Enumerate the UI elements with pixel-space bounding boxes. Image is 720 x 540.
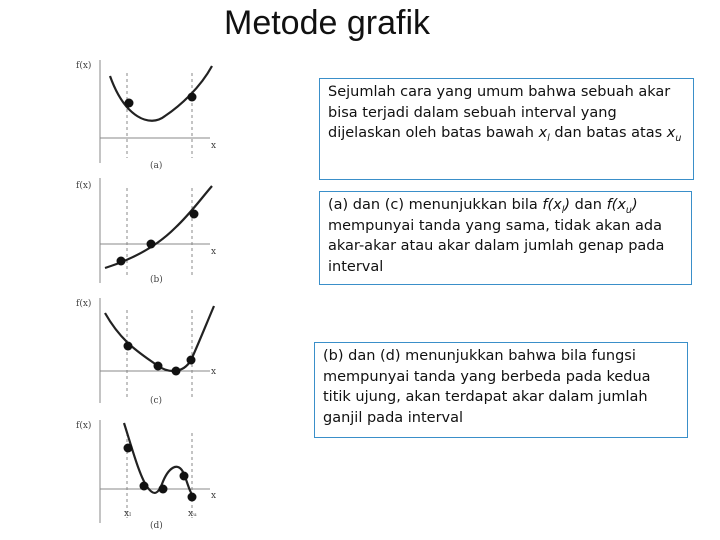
graph-d-caption: (d) [150, 521, 163, 530]
graph-c-point-xu [187, 356, 196, 365]
graph-b-caption: (b) [150, 275, 163, 285]
graph-c-caption: (c) [150, 396, 163, 406]
graph-c-root-2 [172, 367, 181, 376]
graph-d [100, 420, 210, 523]
fxu-symbol: $f(x_u)$ [606, 197, 638, 216]
graph-d-root-1 [140, 482, 149, 491]
graph-a-point-xu [188, 93, 197, 102]
graph-a-point-xl [125, 99, 134, 108]
graph-b-fx-label: f(x) [76, 181, 92, 191]
graph-d-curve [124, 423, 194, 496]
graph-c-point-xl [124, 342, 133, 351]
graph-b [100, 178, 212, 283]
graph-b-point-xl [117, 257, 126, 266]
box2-suffix: mempunyai tanda yang sama, tidak akan ada akar-akar atau akar dalam jumlah genap pada interval [328, 217, 665, 275]
graph-b-point-xu [190, 210, 199, 219]
graph-d-point-xu [188, 493, 197, 502]
graph-c-fx-label: f(x) [76, 299, 92, 309]
graph-a-caption: (a) [150, 161, 163, 171]
graph-d-xu-label: xᵤ [188, 509, 197, 519]
note-box-interval [319, 78, 694, 180]
graph-d-fx-label: f(x) [76, 421, 92, 431]
graph-a-curve [110, 66, 212, 121]
graph-c-x-label: x [211, 367, 217, 377]
note-box-different-sign [314, 342, 688, 438]
box1-text: Sejumlah cara yang umum bahwa sebuah akar bisa terjadi dalam sebuah interval yang dijelaskan oleh batas bawah [328, 84, 671, 141]
graph-c [100, 298, 217, 403]
box3-text: (b) dan (d) menunjukkan bahwa bila fungsi mempunyai tanda yang berbeda pada kedua titik ujung, akan terdapat akar dalam jumlah ganjil pada interval [323, 348, 651, 426]
box2-mid: dan [570, 197, 607, 213]
box2-prefix: (a) dan (c) menunjukkan bila [328, 197, 543, 213]
graph-a-fx-label: f(x) [76, 61, 92, 71]
graph-b-curve [105, 186, 212, 268]
graph-b-root [147, 240, 156, 249]
graph-d-root-2 [159, 485, 168, 494]
box1-mid: dan batas atas [549, 125, 667, 141]
graph-a-x-label: x [211, 141, 217, 151]
graph-d-x-label: x [211, 491, 217, 501]
root-graphs-figure [70, 48, 230, 530]
page-title: Metode grafik [224, 4, 430, 42]
xl-symbol: $x_l$ [538, 125, 550, 144]
graph-d-root-3 [180, 472, 189, 481]
graph-d-point-xl [124, 444, 133, 453]
fxl-symbol: $f(x_l)$ [542, 197, 571, 216]
xu-symbol: $x_u$ [666, 125, 682, 144]
note-box-same-sign [319, 191, 692, 285]
graph-c-curve [105, 306, 214, 371]
graph-c-root-1 [154, 362, 163, 371]
graph-d-xl-label: xₗ [124, 509, 132, 519]
graph-a [100, 60, 212, 163]
graph-b-x-label: x [211, 247, 217, 257]
